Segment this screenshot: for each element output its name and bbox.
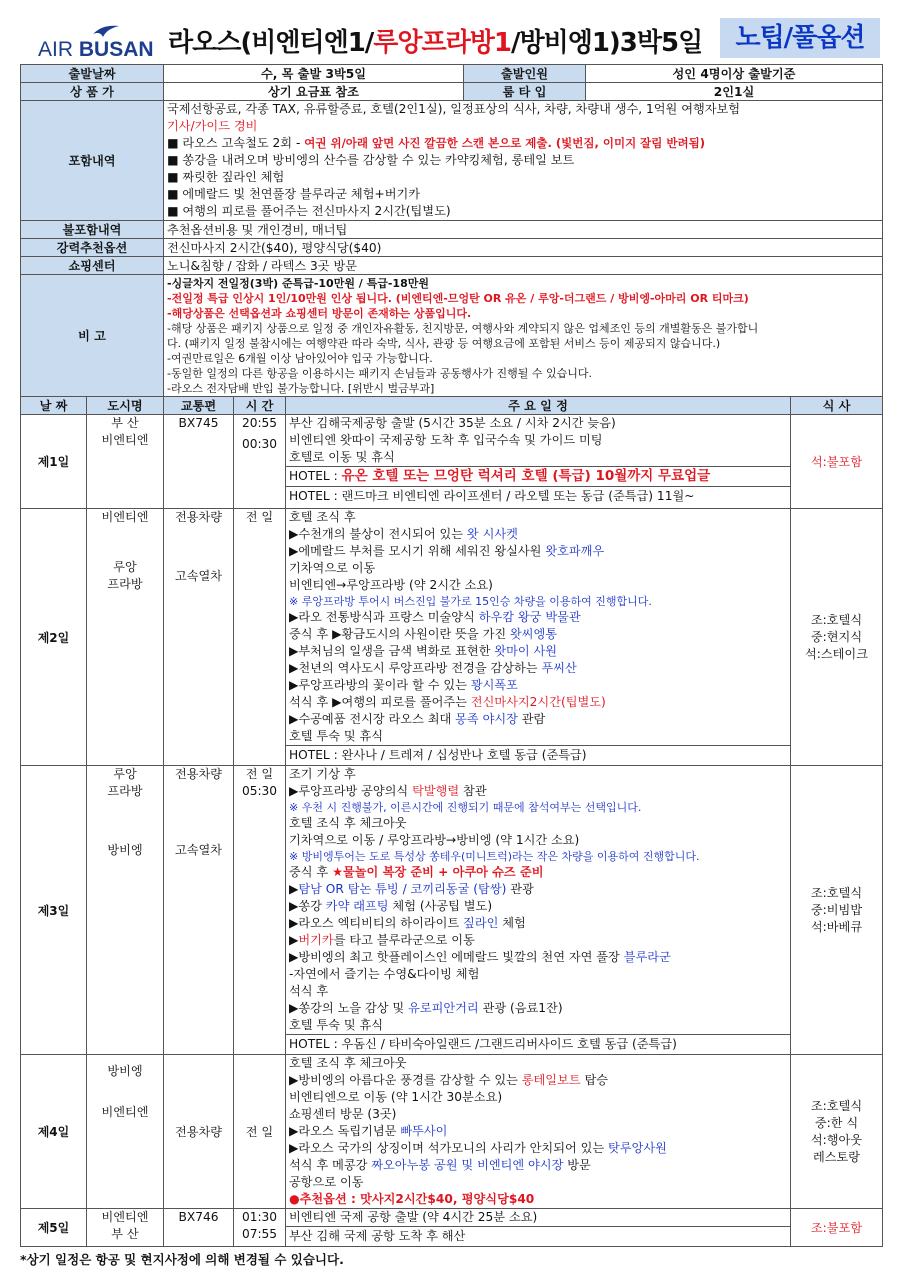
itinerary-line: 조기 기상 후	[289, 767, 356, 781]
itinerary-line: ▶라오스 엑티비티의 하이라이트 짚라인 체험	[289, 916, 526, 930]
itinerary-line: ▶라오스 국가의 상징이며 석가모니의 사리가 안치되어 있는 탓루앙사원	[289, 1141, 667, 1155]
itinerary-note: ※ 우천 시 진행불가, 이른시간에 진행되기 때문에 참석여부는 선택입니다.	[289, 801, 642, 814]
itinerary-cell	[286, 766, 791, 1055]
note-line: -전일정 특급 인상시 1인/10만원 인상 됩니다. (비엔티엔-므엉탄 OR 유온 / 루앙-더그랜드 / 방비엥-아마리 OR 티마크)	[167, 291, 749, 305]
itinerary-line: 중식 후 ▶황금도시의 사원이란 뜻을 가진 왓씨엥통	[289, 627, 558, 641]
option-line: ●추천옵션 : 맛사지2시간$40, 평양식당$40	[289, 1192, 535, 1206]
transport-cell: BX746	[164, 1209, 234, 1247]
day-label: 제1일	[21, 415, 87, 509]
room-label: 룸 타 입	[464, 83, 586, 101]
itinerary-cell	[286, 1055, 791, 1209]
departure-value: 수, 목 출발 3박5일	[164, 65, 464, 83]
itinerary-line: 호텔로 이동 및 휴식	[289, 450, 395, 464]
time-cell: 전 일 05:30	[234, 766, 286, 1055]
itinerary-line: -자연에서 즐기는 수영&다이빙 체험	[289, 967, 480, 981]
include-line: ■ 쏭강을 내려오며 방비엥의 산수를 감상할 수 있는 카약킹체험, 롱테일 보트	[167, 153, 575, 167]
info-table	[20, 64, 883, 397]
hotel-line: HOTEL : 랜드마크 비엔티엔 라이프센터 / 라오텔 또는 동급 (준특급) 11월~	[286, 486, 790, 506]
city-cell: 부 산 비엔티엔	[87, 415, 164, 509]
itinerary-line: ▶버기카를 타고 블루라군으로 이동	[289, 933, 475, 947]
itinerary-line: ▶방비엥의 아름다운 풍경를 감상할 수 있는 롱테일보트 탑승	[289, 1073, 609, 1087]
hotel-line: HOTEL : 우돔신 / 타비숙아일랜드 /그랜드리버사이드 호텔 동급 (준특급)	[286, 1034, 790, 1054]
meal-cell: 석:불포함	[791, 415, 883, 509]
itinerary-line: ▶라오 전통방식과 프랑스 미술양식 하우캄 왕궁 박물관	[289, 610, 581, 624]
itinerary-line: 석식 후 ▶여행의 피로를 풀어주는 전신마사지2시간(팁별도)	[289, 695, 606, 709]
day-row	[21, 1055, 883, 1209]
include-line: ■ 에메랄드 빛 천연풀장 블루라군 체험+버기카	[167, 187, 421, 201]
itinerary-line: 공항으로 이동	[289, 1175, 364, 1189]
price-label: 상 품 가	[21, 83, 164, 101]
day-label: 제2일	[21, 509, 87, 766]
note-line: -라오스 전자담배 반입 불가능합니다. [위반시 벌금부과]	[167, 381, 435, 395]
option-value: 전신마사지 2시간($40), 평양식당($40)	[164, 239, 883, 257]
air-busan-logo	[38, 24, 168, 64]
exclude-value: 추천옵션비용 및 개인경비, 매너팁	[164, 221, 883, 239]
day-row	[21, 766, 883, 1055]
note-line: -해당상품은 선택옵션과 쇼핑센터 방문이 존재하는 상품입니다.	[167, 306, 472, 320]
time-cell: 전 일	[234, 1055, 286, 1209]
hotel-line: HOTEL : 유온 호텔 또는 므엉탄 럭셔리 호텔 (특급) 10월까지 무료업글	[286, 466, 790, 486]
itinerary-note: ※ 루앙프라방 투어시 버스진입 불가로 15인승 차량을 이용하여 진행합니다.	[289, 595, 652, 608]
note-line: -해당 상품은 패키지 상품으로 일정 중 개인자유활동, 친지방문, 여행사와 계약되지 않은 업체조인 등의 개별활동은 불가합니	[167, 321, 759, 335]
note-line: -동일한 일정의 다른 항공을 이용하시는 패키지 손님들과 공동행사가 진행될 수 있습니다.	[167, 366, 592, 380]
transport-cell: 전용차량 고속열차	[164, 766, 234, 1055]
itinerary-line: ▶라오스 독립기념문 빠뚜사이	[289, 1124, 448, 1138]
itinerary-line: ▶방비엥의 최고 핫플레이스인 에메랄드 빛깔의 천연 자연 풀장 블루라군	[289, 950, 671, 964]
include-label: 포함내역	[21, 101, 164, 221]
itinerary-line: ▶에메랄드 부처를 모시기 위해 세워진 왕실사원 왓호파깨우	[289, 544, 605, 558]
itinerary-line: 호텔 조식 후	[289, 510, 356, 524]
footer-note: *상기 일정은 항공 및 현지사정에 의해 변경될 수 있습니다.	[20, 1252, 344, 1267]
day-label: 제3일	[21, 766, 87, 1055]
city-cell: 방비엥 비엔티엔	[87, 1055, 164, 1209]
itinerary-line: 부산 김해 국제 공항 도착 후 해산	[286, 1226, 790, 1245]
shop-value: 노니&침향 / 잡화 / 라텍스 3곳 방문	[164, 257, 883, 275]
note-label: 비 고	[21, 275, 164, 397]
transport-cell: 전용차량	[164, 1055, 234, 1209]
people-value: 성인 4명이상 출발기준	[586, 65, 883, 83]
day-row	[21, 1209, 883, 1247]
option-label: 강력추천옵션	[21, 239, 164, 257]
itinerary-line: 호텔 조식 후 체크아웃	[289, 816, 407, 830]
col-city: 도시명	[87, 397, 164, 415]
page-title: 라오스(비엔티엔1/루앙프라방1/방비엥1)3박5일	[168, 28, 703, 58]
note-content	[164, 275, 883, 397]
transport-cell: 전용차량 고속열차	[164, 509, 234, 766]
day-label: 제4일	[21, 1055, 87, 1209]
note-line: -여권만료일은 6개월 이상 남아있어야 입국 가능합니다.	[167, 351, 433, 365]
itinerary-line: 호텔 조식 후 체크아웃	[289, 1056, 407, 1070]
meal-cell: 조:호텔식 중:현지식 석:스테이크	[791, 509, 883, 766]
itinerary-line: 호텔 투숙 및 휴식	[289, 1018, 384, 1032]
day-label: 제5일	[21, 1209, 87, 1247]
day-row	[21, 415, 883, 509]
itinerary-line: 비엔티엔 왓따이 국제공항 도착 후 입국수속 및 가이드 미팅	[289, 433, 603, 447]
itinerary-line: ▶쏭강의 노을 감상 및 유로피안거리 관광 (음료1잔)	[289, 1001, 563, 1015]
itinerary-line: ▶쏭강 카약 래프팅 체험 (사공팁 별도)	[289, 899, 493, 913]
meal-cell: 조:호텔식 중:한 식 석:행아웃 레스토랑	[791, 1055, 883, 1209]
itinerary-line: 비엔티엔→루앙프라방 (약 2시간 소요)	[289, 578, 493, 592]
itinerary-line: 중식 후 ★물놀이 복장 준비 + 아쿠아 슈즈 준비	[289, 865, 544, 879]
itinerary-line: ▶천년의 역사도시 루앙프라방 전경을 감상하는 푸씨산	[289, 661, 577, 675]
page	[20, 16, 882, 1268]
room-value: 2인1실	[586, 83, 883, 101]
itinerary-cell	[286, 415, 791, 509]
col-transport: 교통편	[164, 397, 234, 415]
itinerary-cell	[286, 509, 791, 766]
include-line: 국제선항공료, 각종 TAX, 유류할증료, 호텔(2인1실), 일정표상의 식사, 차량, 차량내 생수, 1억원 여행자보험	[167, 102, 741, 116]
time-cell: 전 일	[234, 509, 286, 766]
time-cell: 20:55 00:30	[234, 415, 286, 509]
itinerary-line: 쇼핑센터 방문 (3곳)	[289, 1107, 397, 1121]
itinerary-line: ▶탐남 OR 탐논 튜빙 / 코끼리동굴 (탐쌍) 관광	[289, 882, 534, 896]
day-row	[21, 509, 883, 766]
col-meal: 식 사	[791, 397, 883, 415]
time-cell: 01:30 07:55	[234, 1209, 286, 1247]
itinerary-line: ▶수공예품 전시장 라오스 최대 몽족 야시장 관람	[289, 712, 546, 726]
itinerary-line: 부산 김해국제공항 출발 (5시간 35분 소요 / 시차 2시간 늦음)	[289, 416, 616, 430]
city-cell: 비엔티엔 부 산	[87, 1209, 164, 1247]
note-line: -싱글차지 전일정(3박) 준특급-10만원 / 특급-18만원	[167, 276, 429, 290]
include-line: ■ 여행의 피로를 풀어주는 전신마사지 2시간(팁별도)	[167, 204, 451, 218]
itinerary-line: 석식 후	[289, 984, 329, 998]
logo-text: AIR BUSAN	[38, 38, 154, 61]
transport-cell: BX745	[164, 415, 234, 509]
itinerary-line: 기차역으로 이동 / 루앙프라방→방비엥 (약 1시간 소요)	[289, 833, 580, 847]
city-cell: 비엔티엔 루앙 프라방	[87, 509, 164, 766]
itinerary-line: 석식 후 메콩강 짜오아누봉 공원 및 비엔티엔 야시장 방문	[289, 1158, 591, 1172]
itinerary-line: 기차역으로 이동	[289, 561, 376, 575]
shop-label: 쇼핑센터	[21, 257, 164, 275]
col-day: 날 짜	[21, 397, 87, 415]
include-content	[164, 101, 883, 221]
exclude-label: 불포함내역	[21, 221, 164, 239]
itinerary-line: ▶루앙프라방 공양의식 탁발행렬 참관	[289, 784, 487, 798]
col-itinerary: 주 요 일 정	[286, 397, 791, 415]
itinerary-line: 비엔티엔으로 이동 (약 1시간 30분소요)	[289, 1090, 503, 1104]
include-line: 기사/가이드 경비	[167, 119, 258, 133]
itinerary-note: ※ 방비엥투어는 도로 특성상 쏭테우(미니트럭)라는 작은 차량을 이용하여 진행합니다.	[289, 850, 700, 863]
schedule-table	[20, 396, 883, 1247]
include-line: ■ 짜릿한 짚라인 체험	[167, 170, 285, 184]
no-tip-badge: 노팁/풀옵션	[720, 18, 880, 58]
hotel-line: HOTEL : 완사나 / 트레져 / 십성반나 호텔 동급 (준특급)	[286, 745, 790, 765]
meal-cell: 조:불포함	[791, 1209, 883, 1247]
header	[20, 16, 882, 62]
itinerary-cell	[286, 1209, 791, 1247]
meal-cell: 조:호텔식 중:비빔밥 석:바베큐	[791, 766, 883, 1055]
itinerary-line: ▶수천개의 불상이 전시되어 있는 왓 시사켓	[289, 527, 518, 541]
itinerary-line: ▶루앙프라방의 꽃이라 할 수 있는 꽝시폭포	[289, 678, 518, 692]
col-time: 시 간	[234, 397, 286, 415]
itinerary-line: 비엔티엔 국제 공항 출발 (약 4시간 25분 소요)	[289, 1210, 538, 1224]
bird-logo-icon	[92, 24, 120, 38]
price-value: 상기 요금표 참조	[164, 83, 464, 101]
people-label: 출발인원	[464, 65, 586, 83]
itinerary-line: ▶부처님의 일생을 금색 벽화로 표현한 왓마이 사원	[289, 644, 558, 658]
note-line: 다. (패키지 일정 불참시에는 여행약관 따라 숙박, 식사, 관광 등 여행요금에 포함된 서비스 등이 제공되지 않습니다.)	[167, 336, 721, 350]
city-cell: 루앙 프라방 방비엥	[87, 766, 164, 1055]
itinerary-line: 호텔 투숙 및 휴식	[289, 729, 384, 743]
include-line: ■ 라오스 고속철도 2회 - 여권 위/아래 앞면 사진 깔끔한 스캔 본으로 제출. (빛번짐, 이미지 잘림 반려됨)	[167, 136, 705, 150]
departure-label: 출발날짜	[21, 65, 164, 83]
